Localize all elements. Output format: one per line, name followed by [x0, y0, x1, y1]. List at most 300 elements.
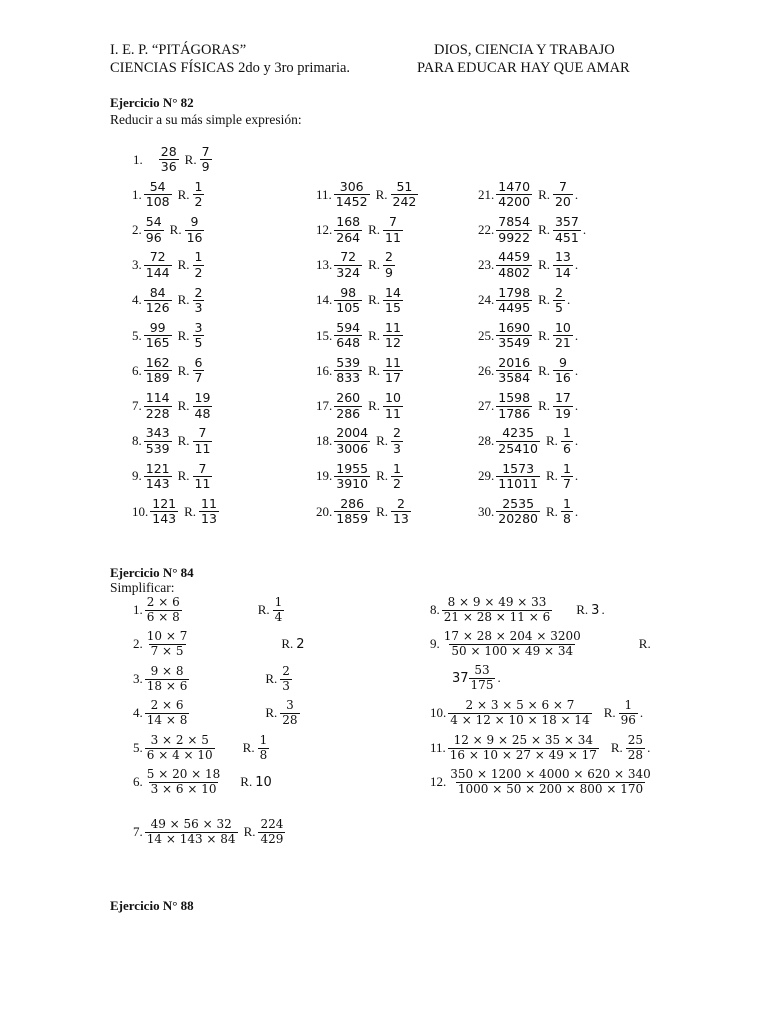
numerator: 357: [554, 214, 579, 230]
item-number: 5.: [132, 327, 142, 343]
exercise-item: [316, 250, 395, 280]
answer-label: R.: [538, 327, 550, 343]
numerator: 5 × 20 × 18: [146, 767, 221, 781]
problem-fraction: [496, 180, 532, 210]
denominator: 175: [470, 677, 494, 692]
denominator: 286: [336, 405, 361, 421]
answer-label: R.: [242, 740, 255, 756]
item-number: 22.: [478, 222, 495, 238]
exercise-item: [478, 462, 578, 492]
denominator: 143: [145, 475, 170, 491]
period: .: [639, 705, 644, 721]
denominator: 228: [145, 405, 170, 421]
item-number: 3.: [133, 671, 143, 687]
item-number: 28.: [478, 433, 495, 449]
answer-label: R.: [376, 468, 388, 484]
problem-fraction: [144, 215, 164, 245]
exercise-item: [133, 734, 269, 763]
problem-fraction: [145, 734, 215, 763]
exercise-item: [132, 426, 212, 456]
answer-fraction: [383, 286, 403, 316]
numerator: 10: [385, 390, 401, 406]
denominator: 126: [145, 299, 170, 315]
problem-fraction: [448, 768, 653, 797]
answer-fraction: [561, 426, 573, 456]
denominator: 165: [145, 335, 170, 351]
denominator: 15: [385, 299, 401, 315]
denominator: 4200: [498, 194, 531, 210]
problem-fraction: [334, 462, 370, 492]
denominator: 28: [282, 712, 298, 727]
problem-fraction: [145, 699, 190, 728]
answer-fraction: [553, 286, 565, 316]
item-number: 24.: [478, 292, 495, 308]
answer-label: R.: [538, 222, 550, 238]
exercise-item: [133, 768, 272, 797]
numerator: 306: [339, 179, 364, 194]
exercise-item: [478, 497, 578, 527]
numerator: 1: [562, 495, 571, 511]
numerator: 72: [149, 249, 166, 265]
answer-label: R.: [243, 824, 256, 840]
numerator: 7: [201, 144, 210, 159]
exercise-item: [132, 391, 212, 421]
denominator: 143: [152, 511, 177, 527]
denominator: 16: [554, 370, 571, 386]
denominator: 3006: [336, 440, 369, 456]
denominator: 144: [145, 264, 170, 280]
problem-fraction: [442, 630, 583, 659]
denominator: 19: [554, 405, 571, 421]
example-item: [133, 145, 212, 175]
answer-fraction: [626, 734, 645, 763]
problem-fraction: [145, 665, 190, 694]
denominator: 8: [562, 511, 571, 527]
numerator: 10: [554, 319, 571, 335]
numerator: 162: [145, 355, 170, 370]
numerator: 17 × 28 × 204 × 3200: [443, 629, 581, 643]
denominator: 4802: [498, 264, 531, 280]
problem-fraction: [334, 250, 362, 280]
answer-label: R.: [177, 362, 190, 378]
exercise-item: [478, 426, 578, 456]
numerator: 1: [274, 595, 283, 609]
exercise-item: [430, 699, 643, 728]
denominator: 539: [145, 440, 170, 456]
answer-label: R.: [376, 433, 388, 449]
numerator: 51: [396, 179, 413, 194]
item-number: 9.: [132, 468, 142, 484]
numerator: 343: [145, 425, 170, 441]
answer-label: R.: [538, 292, 550, 308]
numerator: 8 × 9 × 49 × 33: [447, 595, 547, 609]
numerator: 2016: [498, 355, 531, 370]
denominator: 429: [260, 831, 284, 846]
denominator: 96: [620, 712, 636, 727]
numerator: 2 × 3 × 5 × 6 × 7: [465, 698, 575, 712]
numerator: 350 × 1200 × 4000 × 620 × 340: [450, 767, 651, 781]
numerator: 28: [160, 144, 177, 159]
exercise-item: [133, 665, 292, 694]
denominator: 96: [145, 229, 162, 245]
problem-fraction: [334, 180, 370, 210]
numerator: 1: [562, 460, 571, 476]
item-number: 23.: [478, 257, 495, 273]
numerator: 1798: [498, 284, 531, 300]
period: .: [566, 292, 571, 308]
exercise-item: [132, 250, 204, 280]
numerator: 1598: [498, 390, 531, 406]
item-number: 8.: [430, 602, 440, 618]
denominator: 21: [554, 335, 571, 351]
denominator: 5: [554, 299, 563, 315]
answer-fraction: [193, 180, 205, 210]
answer-label: R.: [638, 636, 651, 652]
denominator: 20: [554, 194, 571, 210]
problem-fraction: [496, 356, 532, 386]
answer-label: R.: [177, 468, 190, 484]
numerator: 9 × 8: [150, 664, 184, 678]
answer-label: R.: [368, 398, 381, 414]
answer-fraction: [258, 818, 285, 847]
numerator: 1955: [336, 460, 369, 476]
item-number: 1.: [133, 602, 143, 618]
numerator: 2004: [336, 425, 369, 441]
numerator: 98: [340, 284, 357, 300]
problem-fraction: [334, 497, 370, 527]
denominator: 3584: [498, 370, 531, 386]
item-number: 1.: [133, 151, 143, 167]
denominator: 2: [194, 264, 203, 280]
answer-fraction: [469, 664, 496, 693]
answer-fraction: [280, 699, 299, 728]
problem-fraction: [448, 699, 591, 728]
denominator: 7 × 5: [150, 643, 184, 658]
problem-fraction: [496, 497, 540, 527]
item-number: 29.: [478, 468, 495, 484]
item-number: 3.: [132, 257, 142, 273]
numerator: 1: [259, 733, 268, 747]
period: .: [582, 222, 587, 238]
exercise-84-instruction: Simplificar:: [110, 580, 175, 595]
answer-fraction: [193, 250, 205, 280]
answer-fraction: [619, 699, 638, 728]
numerator: 121: [145, 460, 170, 476]
denominator: 28: [627, 747, 644, 762]
answer-label: R.: [368, 362, 381, 378]
denominator: 264: [336, 229, 361, 245]
exercise-82-instruction: Reducir a su más simple expresión:: [110, 112, 302, 127]
item-number: 15.: [316, 327, 333, 343]
denominator: 3 × 6 × 10: [150, 781, 217, 796]
exercise-item: [452, 664, 501, 693]
item-number: 6.: [132, 362, 142, 378]
period: .: [574, 362, 579, 378]
answer-fraction: [383, 215, 403, 245]
denominator: 14: [554, 264, 571, 280]
exercise-item: [478, 250, 578, 280]
answer-label: R.: [177, 398, 190, 414]
denominator: 2: [194, 194, 203, 210]
answer-fraction: [561, 497, 573, 527]
problem-fraction: [496, 391, 532, 421]
item-number: 25.: [478, 327, 495, 343]
answer-fraction: [193, 462, 213, 492]
item-number: 27.: [478, 398, 495, 414]
period: .: [574, 327, 579, 343]
numerator: 14: [385, 284, 401, 300]
numerator: 11: [385, 355, 401, 370]
denominator: 20280: [498, 511, 539, 527]
answer-label: R.: [368, 327, 381, 343]
item-number: 4.: [132, 292, 142, 308]
exercise-item: [430, 768, 653, 797]
answer-label: R.: [184, 503, 197, 519]
problem-fraction: [144, 286, 172, 316]
exercise-84-title: Ejercicio N° 84: [110, 565, 194, 580]
exercise-item: [132, 180, 204, 210]
denominator: 50 × 100 × 49 × 34: [451, 643, 574, 658]
item-number: 7.: [133, 824, 143, 840]
exercise-item: [133, 630, 305, 659]
item-number: 4.: [133, 705, 143, 721]
denominator: 25410: [498, 440, 539, 456]
item-number: 12.: [430, 774, 447, 790]
item-number: 18.: [316, 433, 333, 449]
denominator: 4: [274, 609, 283, 624]
period: .: [574, 433, 579, 449]
answer-fraction: [185, 215, 205, 245]
denominator: 5: [194, 335, 203, 351]
numerator: 260: [336, 390, 361, 406]
item-number: 1.: [132, 186, 142, 202]
denominator: 11011: [498, 475, 539, 491]
numerator: 1: [562, 425, 571, 441]
answer-fraction: [193, 391, 213, 421]
period: .: [574, 186, 579, 202]
denominator: 1859: [336, 511, 369, 527]
item-number: 2.: [132, 222, 142, 238]
problem-fraction: [145, 818, 238, 847]
denominator: 648: [336, 335, 361, 351]
answer-label: R.: [576, 602, 589, 618]
answer-label: R.: [368, 292, 381, 308]
answer-fraction: [383, 356, 403, 386]
problem-fraction: [144, 391, 172, 421]
numerator: 7: [389, 214, 397, 230]
exercise-item: [478, 180, 578, 210]
exercise-88-title: Ejercicio N° 88: [110, 898, 194, 913]
period: .: [497, 670, 501, 686]
exercise-item: [316, 180, 418, 210]
exercise-item: [132, 215, 204, 245]
exercise-item: [478, 356, 578, 386]
problem-fraction: [448, 734, 599, 763]
answer-value: 3: [591, 602, 600, 618]
numerator: 1690: [498, 319, 531, 335]
numerator: 6: [194, 355, 203, 370]
denominator: 8: [259, 747, 268, 762]
problem-fraction: [144, 180, 172, 210]
denominator: 108: [145, 194, 170, 210]
numerator: 49 × 56 × 32: [150, 817, 232, 831]
answer-label: R.: [177, 327, 190, 343]
problem-fraction: [496, 250, 532, 280]
item-number: 6.: [133, 774, 143, 790]
denominator: 9922: [498, 229, 531, 245]
numerator: 2 × 6: [150, 698, 184, 712]
denominator: 4 × 12 × 10 × 18 × 14: [450, 712, 590, 727]
denominator: 7: [562, 475, 571, 491]
answer-label: R.: [177, 186, 190, 202]
numerator: 7: [198, 460, 207, 476]
period: .: [647, 740, 651, 756]
exercise-item: [430, 734, 650, 763]
denominator: 17: [385, 370, 401, 386]
problem-fraction: [496, 462, 540, 492]
denominator: 2: [392, 475, 401, 491]
answer-label: R.: [177, 257, 190, 273]
problem-fraction: [496, 426, 540, 456]
answer-fraction: [553, 215, 581, 245]
answer-label: R.: [546, 433, 558, 449]
numerator: 10 × 7: [146, 629, 188, 643]
denominator: 6: [562, 440, 571, 456]
answer-label: R.: [546, 503, 558, 519]
answer-fraction: [273, 596, 285, 625]
item-number: 5.: [133, 740, 143, 756]
exercise-item: [132, 286, 204, 316]
answer-label: R.: [368, 222, 381, 238]
item-number: 10.: [430, 705, 447, 721]
numerator: 224: [260, 817, 284, 831]
problem-fraction: [334, 426, 370, 456]
answer-label: R.: [281, 636, 294, 652]
problem-fraction: [144, 462, 172, 492]
numerator: 19: [194, 390, 211, 406]
answer-fraction: [383, 391, 403, 421]
numerator: 17: [554, 390, 571, 406]
numerator: 4459: [498, 249, 531, 265]
exercise-item: [133, 596, 284, 625]
period: .: [574, 398, 579, 414]
answer-value: 2: [296, 636, 305, 652]
denominator: 1786: [498, 405, 531, 421]
numerator: 12 × 9 × 25 × 35 × 34: [453, 733, 594, 747]
item-number: 21.: [478, 186, 495, 202]
answer-fraction: [193, 356, 205, 386]
numerator: 539: [336, 355, 361, 370]
item-number: 10.: [132, 503, 149, 519]
denominator: 13: [201, 511, 217, 527]
answer-label: R.: [538, 186, 550, 202]
numerator: 13: [554, 249, 571, 265]
answer-label: R.: [603, 705, 616, 721]
answer-fraction: [553, 250, 573, 280]
answer-label: R.: [240, 774, 253, 790]
problem-fraction: [334, 215, 362, 245]
answer-label: R.: [257, 602, 270, 618]
exercise-item: [316, 497, 411, 527]
denominator: 3910: [336, 475, 369, 491]
denominator: 451: [554, 229, 579, 245]
answer-fraction: [193, 321, 205, 351]
exercise-item: [316, 391, 403, 421]
item-number: 13.: [316, 257, 333, 273]
answer-label: R.: [376, 503, 388, 519]
denominator: 18 × 6: [146, 678, 188, 693]
denominator: 11: [385, 229, 401, 245]
denominator: 7: [194, 370, 203, 386]
denominator: 3: [194, 299, 203, 315]
period: .: [574, 257, 579, 273]
answer-fraction: [553, 321, 573, 351]
period: .: [601, 602, 605, 618]
numerator: 594: [336, 319, 361, 335]
course-name: CIENCIAS FÍSICAS 2do y 3ro primaria.: [110, 60, 351, 76]
problem-fraction: [496, 215, 532, 245]
numerator: 1: [624, 698, 633, 712]
denominator: 11: [385, 405, 401, 421]
exercise-item: [316, 215, 403, 245]
numerator: 2: [392, 425, 401, 441]
answer-label: R.: [368, 257, 381, 273]
item-number: 20.: [316, 503, 333, 519]
item-number: 19.: [316, 468, 333, 484]
denominator: 11: [194, 440, 211, 456]
problem-fraction: [334, 391, 362, 421]
problem-fraction: [334, 286, 362, 316]
answer-label: R.: [265, 671, 278, 687]
exercise-item: [132, 462, 212, 492]
denominator: 16: [186, 229, 203, 245]
numerator: 11: [201, 495, 217, 511]
denominator: 3549: [498, 335, 531, 351]
denominator: 12: [385, 335, 401, 351]
numerator: 114: [145, 390, 170, 406]
denominator: 833: [336, 370, 361, 386]
numerator: 7: [198, 425, 207, 441]
numerator: 11: [385, 319, 401, 335]
numerator: 54: [145, 214, 162, 230]
item-number: 16.: [316, 362, 333, 378]
answer-label: R.: [177, 292, 190, 308]
denominator: 1452: [335, 194, 368, 210]
item-number: 11.: [316, 186, 332, 202]
problem-fraction: [144, 321, 172, 351]
exercise-item: [132, 321, 204, 351]
exercise-item: [478, 215, 586, 245]
numerator: 2535: [502, 495, 535, 511]
problem-fraction: [150, 497, 178, 527]
numerator: 1470: [498, 179, 531, 194]
exercise-item: [316, 462, 403, 492]
exercise-item: [478, 391, 578, 421]
problem-fraction: [145, 630, 190, 659]
exercise-item: [430, 630, 654, 659]
numerator: 1: [194, 249, 203, 265]
answer-fraction: [280, 665, 292, 694]
problem-fraction: [159, 145, 179, 175]
denominator: 48: [194, 405, 211, 421]
item-number: 11.: [430, 740, 446, 756]
item-number: 7.: [132, 398, 142, 414]
period: .: [574, 503, 579, 519]
numerator: 168: [336, 214, 361, 230]
numerator: 7: [558, 179, 567, 194]
item-number: 26.: [478, 362, 495, 378]
answer-fraction: [561, 462, 573, 492]
